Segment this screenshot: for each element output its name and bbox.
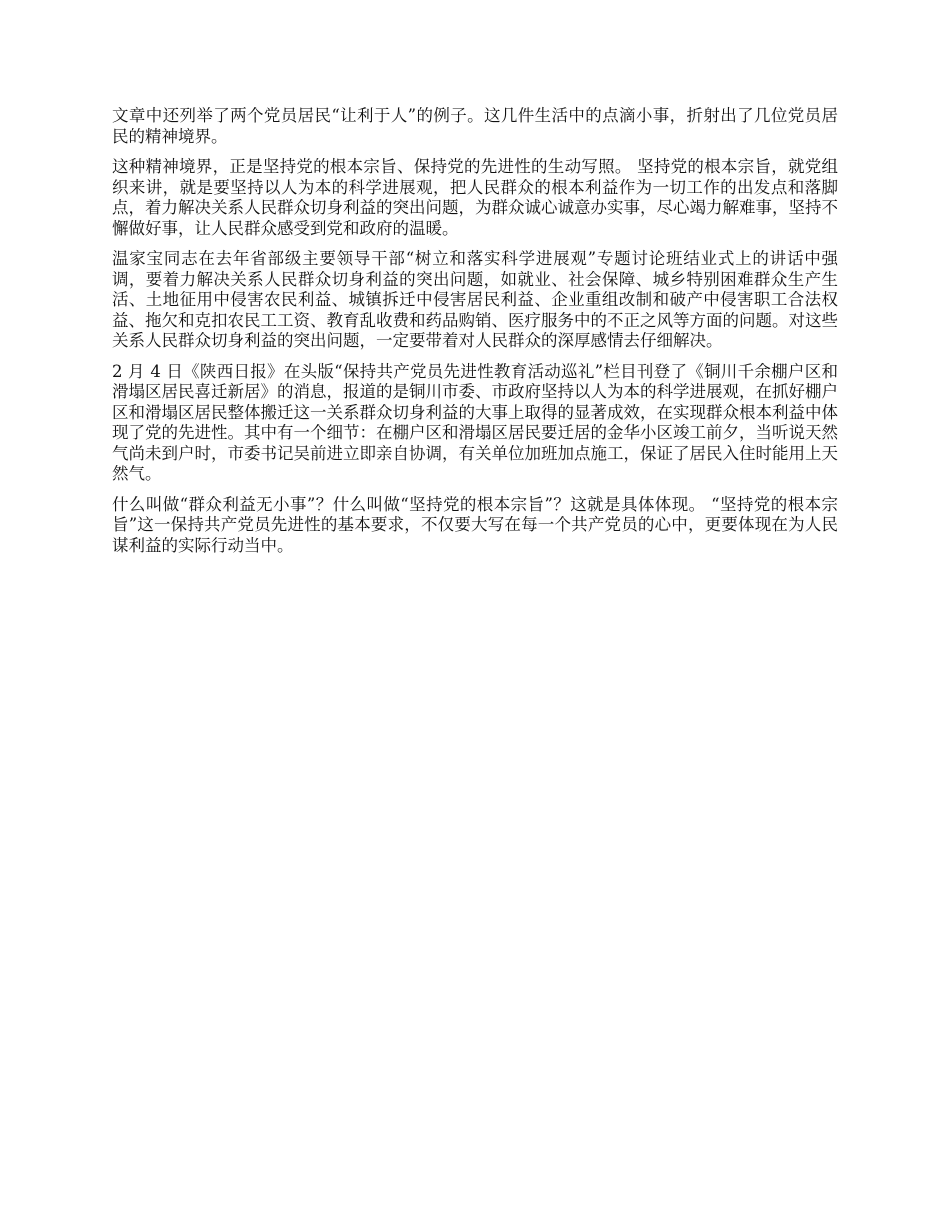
paragraph-1: 文章中还列举了两个党员居民“让利于人”的例子。这几件生活中的点滴小事，折射出了几位党员居民的精神境界。 <box>112 106 838 146</box>
paragraph-2: 这种精神境界，正是坚持党的根本宗旨、保持党的先进性的生动写照。 坚持党的根本宗旨，就党组织来讲，就是要坚持以人为本的科学进展观，把人民群众的根本利益作为一切工作的出发点和落脚点，着力解决关系人民群众切身利益的突出问题，为群众诚心诚意办实事，尽心竭力解难事，坚持不懈做好事，让人民群众感受到党和政府的温暖。 <box>112 157 838 238</box>
paragraph-4: 2 月 4 日《陕西日报》在头版“保持共产党员先进性教育活动巡礼”栏目刊登了《铜川千余棚户区和滑塌区居民喜迁新居》的消息，报道的是铜川市委、市政府坚持以人为本的科学进展观，在抓好棚户区和滑塌区居民整体搬迁这一关系群众切身利益的大事上取得的显著成效，在实现群众根本利益中体现了党的先进性。其中有一个细节：在棚户区和滑塌区居民要迁居的金华小区竣工前夕，当听说天然气尚未到户时，市委书记吴前进立即亲自协调，有关单位加班加点施工，保证了居民入住时能用上天然气。 <box>112 361 838 483</box>
document-body <box>112 106 838 566</box>
paragraph-3: 温家宝同志在去年省部级主要领导干部“树立和落实科学进展观”专题讨论班结业式上的讲话中强调，要着力解决关系人民群众切身利益的突出问题，如就业、社会保障、城乡特别困难群众生产生活、土地征用中侵害农民利益、城镇拆迁中侵害居民利益、企业重组改制和破产中侵害职工合法权益、拖欠和克扣农民工工资、教育乱收费和药品购销、医疗服务中的不正之风等方面的问题。对这些关系人民群众切身利益的突出问题，一定要带着对人民群众的深厚感情去仔细解决。 <box>112 249 838 350</box>
paragraph-5: 什么叫做“群众利益无小事”？什么叫做“坚持党的根本宗旨”？这就是具体体现。 “坚持党的根本宗旨”这一保持共产党员先进性的基本要求，不仅要大写在每一个共产党员的心中，更要体现在为人民谋利益的实际行动当中。 <box>112 494 838 555</box>
